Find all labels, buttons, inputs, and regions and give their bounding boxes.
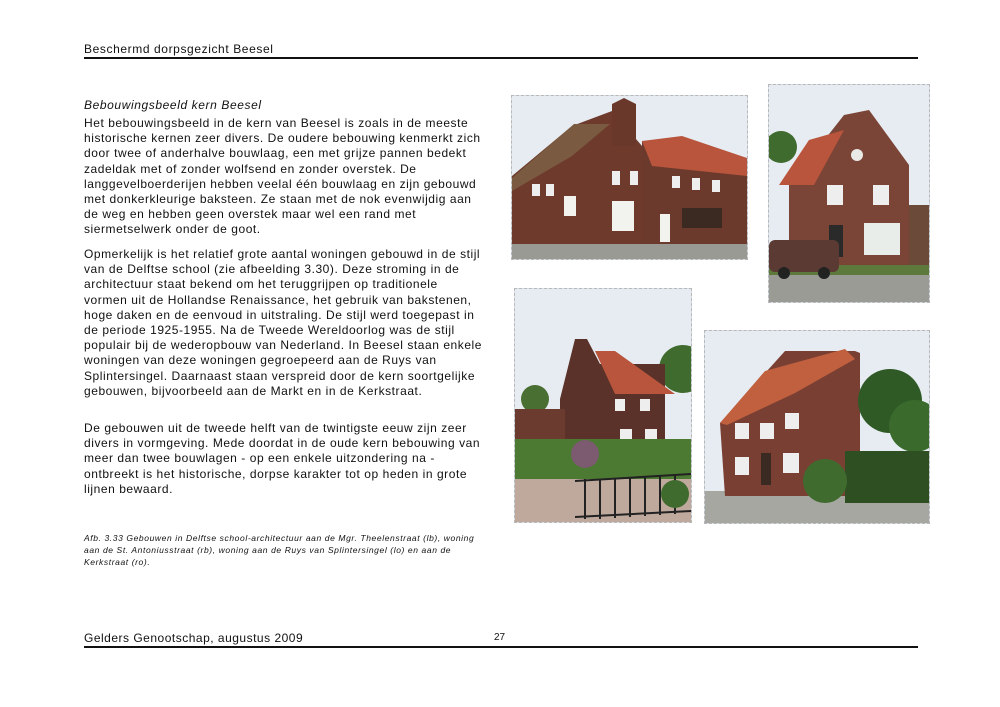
photo-kerkstraat xyxy=(704,330,930,524)
figure-caption: Afb. 3.33 Gebouwen in Delftse school-architectuur aan de Mgr. Theelenstraat (lb), woning aan de St. Antoniusstraat (rb), woning aan de Ruys van Splintersingel (lo) en aan de Kerkstraat (ro). xyxy=(84,533,475,567)
paragraph-1: Het bebouwingsbeeld in de kern van Beesel is zoals in de meeste historische kernen zeer divers. De oudere bebouwing kenmerkt zich door twee of anderhalve bouwlaag, een met grijze pannen bedekt zadeldak met of zonder wolfsend en zonder overstek. De langgevelboerderijen hebben veelal één bouwlaag en zijn gebouwd met donkerkleurige baksteen. Ze staan met de nok evenwijdig aan de weg en hebben geen overstek maar wel een rand met siermetselwerk onder de goot. xyxy=(84,116,481,237)
header-rule xyxy=(84,57,918,59)
footer-rule xyxy=(84,646,918,648)
photo-antoniusstraat xyxy=(768,84,930,303)
section-title: Bebouwingsbeeld kern Beesel xyxy=(84,98,262,112)
photo-theelenstraat xyxy=(511,95,748,260)
photo-ruys-van-splintersingel xyxy=(514,288,692,523)
paragraph-2: Opmerkelijk is het relatief grote aantal woningen gebouwd in de stijl van de Delftse school (zie afbeelding 3.30). Deze stroming in de architectuur staat bekend om het teruggrijpen op traditionele vormen uit de Hollandse Renaissance, het gebruik van bakstenen, hoge daken en de eenvoud in uitstraling. De stijl werd toegepast in de periode 1925-1955. Na de Tweede Wereldoorlog was de stijl populair bij de wederopbouw van Nederland. In Beesel staan enkele woningen van deze woningen gegroepeerd aan de Ruys van Splintersingel. Daarnaast staan verspreid door de kern soortgelijke gebouwen, bijvoorbeeld aan de Markt en in de Kerkstraat. xyxy=(84,247,482,398)
paragraph-3: De gebouwen uit de tweede helft van de twintigste eeuw zijn zeer divers in vormgeving. Mede doordat in de oude kern bebouwing van meer dan twee bouwlagen - op een enkele uitzondering na - ontbreekt is het historische, dorpse karakter tot op heden in grote lijnen bewaard. xyxy=(84,421,481,496)
footer-publisher: Gelders Genootschap, augustus 2009 xyxy=(84,631,304,645)
page-header-title: Beschermd dorpsgezicht Beesel xyxy=(84,42,274,56)
page-number: 27 xyxy=(494,632,506,643)
